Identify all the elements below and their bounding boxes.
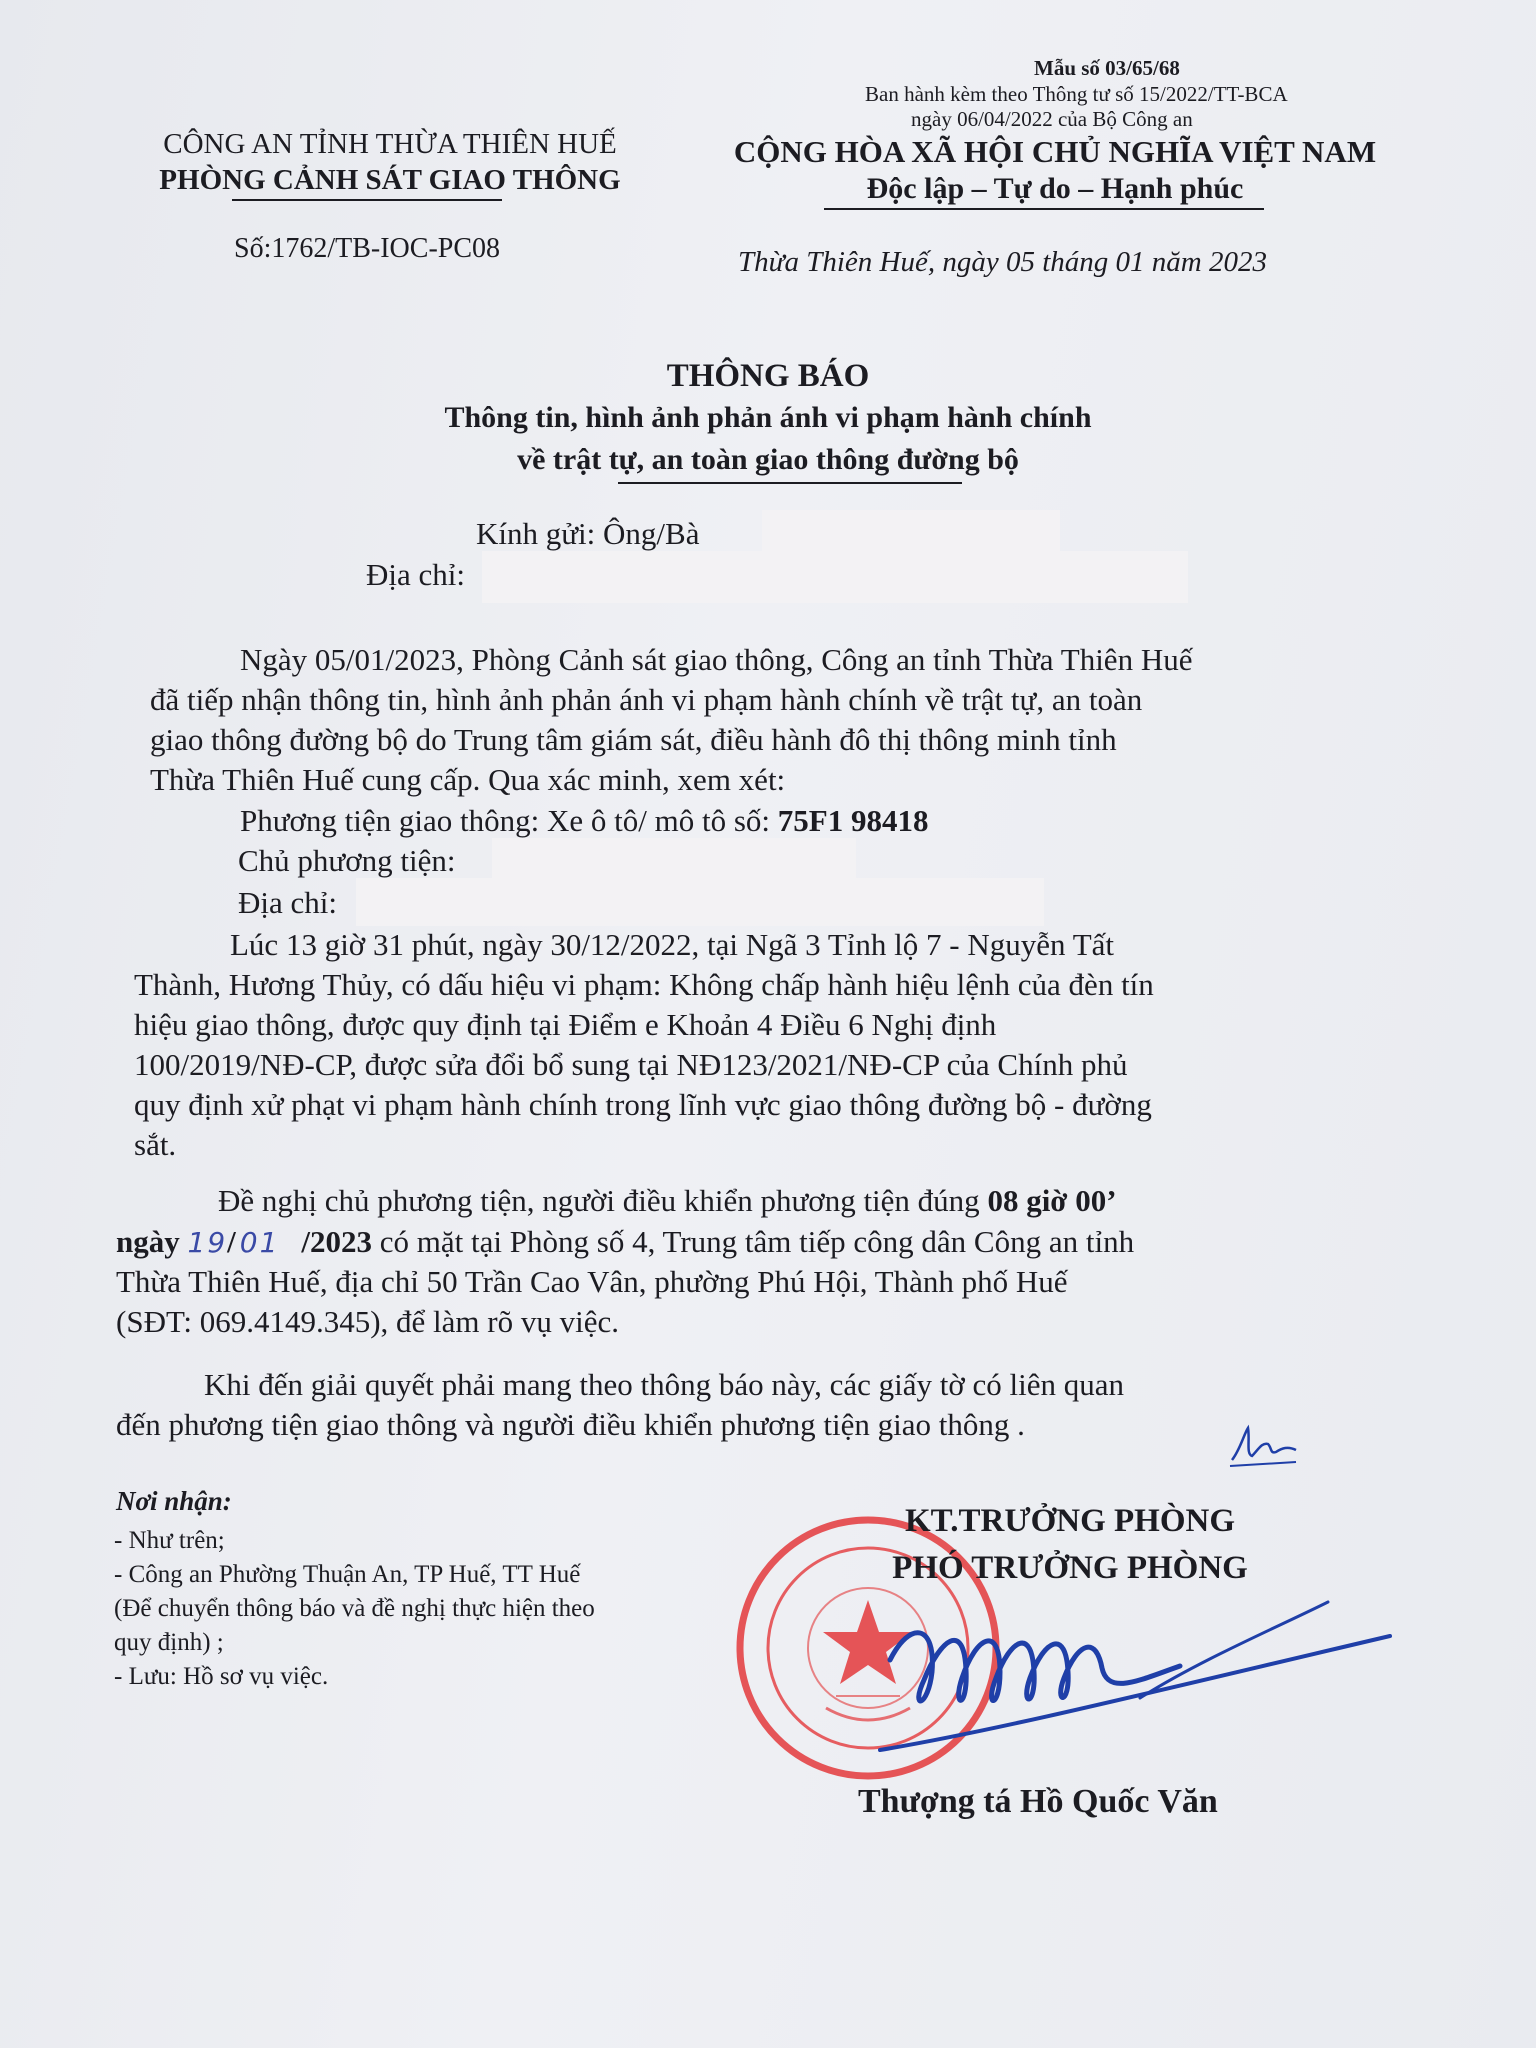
recipient-label: Kính gửi: Ông/Bà: [476, 516, 700, 551]
notice-subtitle-2: về trật tự, an toàn giao thông đường bộ: [517, 443, 1019, 476]
paragraph-2-line: quy định xử phạt vi phạm hành chính trong lĩnh vực giao thông đường bộ - đường: [134, 1087, 1152, 1122]
redacted-recipient-address: [482, 551, 1188, 603]
paragraph-3-line: Thừa Thiên Huế, địa chỉ 50 Trần Cao Vân, phường Phú Hội, Thành phố Huế: [116, 1264, 1068, 1299]
recipient-item: - Công an Phường Thuận An, TP Huế, TT Huế: [114, 1561, 581, 1588]
handwritten-signature: [840, 1580, 1400, 1760]
recipients-list: [114, 1524, 595, 1694]
recipient-item: quy định) ;: [114, 1629, 224, 1656]
paragraph-1: [150, 640, 1380, 800]
document-number: Số:1762/TB-IOC-PC08: [234, 233, 501, 264]
paragraph-1-line: đã tiếp nhận thông tin, hình ảnh phản ánh vi phạm hành chính về trật tự, an toàn: [150, 682, 1143, 717]
owner-label: Chủ phương tiện:: [238, 843, 456, 878]
initials-mark: [1226, 1420, 1306, 1470]
form-issued-by: ngày 06/04/2022 của Bộ Công an: [911, 107, 1193, 131]
national-motto: Độc lập – Tự do – Hạnh phúc: [866, 172, 1244, 205]
paragraph-4-line: đến phương tiện giao thông và người điều khiển phương tiện giao thông .: [116, 1407, 1025, 1442]
recipient-item: (Để chuyển thông báo và đề nghị thực hiện theo: [114, 1595, 595, 1622]
redacted-owner-address: [356, 878, 1044, 926]
paragraph-2-line: Thành, Hương Thủy, có dấu hiệu vi phạm: Không chấp hành hiệu lệnh của đèn tín: [134, 967, 1154, 1002]
paragraph-1-line: giao thông đường bộ do Trung tâm giám sát, điều hành đô thị thông minh tỉnh: [150, 722, 1117, 757]
place-date: Thừa Thiên Huế, ngày 05 tháng 01 năm 2023: [738, 246, 1267, 278]
recipient-item: - Lưu: Hồ sơ vụ việc.: [114, 1663, 329, 1690]
paragraph-3-continued: [116, 1262, 1396, 1342]
paragraph-1-line: Thừa Thiên Huế cung cấp. Qua xác minh, xem xét:: [150, 762, 786, 797]
form-issued-with: Ban hành kèm theo Thông tư số 15/2022/TT-BCA: [865, 82, 1288, 106]
department-underline: [232, 199, 502, 201]
owner-address-label: Địa chỉ:: [238, 885, 337, 920]
paragraph-2-line: sắt.: [134, 1127, 177, 1162]
department-name: PHÒNG CẢNH SÁT GIAO THÔNG: [159, 164, 621, 196]
paragraph-2: [134, 925, 1394, 1165]
recipient-item: - Như trên;: [114, 1527, 225, 1554]
paragraph-3-rest: có mặt tại Phòng số 4, Trung tâm tiếp công dân Công an tỉnh: [379, 1224, 1135, 1259]
redacted-recipient-name: [762, 510, 1060, 554]
handwritten-day: 19: [187, 1226, 228, 1259]
paragraph-2-line: 100/2019/NĐ-CP, được sửa đổi bổ sung tại NĐ123/2021/NĐ-CP của Chính phủ: [134, 1047, 1128, 1082]
paragraph-3-lead: Đề nghị chủ phương tiện, người điều khiển phương tiện đúng: [218, 1183, 980, 1218]
appointment-time: 08 giờ 00’: [987, 1183, 1117, 1218]
motto-underline: [824, 208, 1264, 210]
appointment-year: /2023: [301, 1224, 373, 1259]
paragraph-3-line-2: ngày 19/ 01 /2023 có mặt tại Phòng số 4, Trung tâm tiếp công dân Công an tỉnh: [116, 1224, 1135, 1259]
paragraph-3-line-1: [218, 1183, 1117, 1219]
paragraph-3-line: (SĐT: 069.4149.345), để làm rõ vụ việc.: [116, 1304, 619, 1339]
vehicle-label: Phương tiện giao thông: Xe ô tô/ mô tô số:: [240, 803, 771, 838]
appointment-day-label: ngày: [116, 1224, 180, 1259]
paragraph-2-line: hiệu giao thông, được quy định tại Điểm e Khoản 4 Điều 6 Nghị định: [134, 1007, 997, 1042]
notice-title: THÔNG BÁO: [666, 358, 870, 394]
handwritten-month: 01: [239, 1226, 280, 1259]
signature-title-1: KT.TRƯỞNG PHÒNG: [905, 1503, 1235, 1539]
recipient-address-label: Địa chỉ:: [366, 557, 465, 592]
paragraph-2-line: Lúc 13 giờ 31 phút, ngày 30/12/2022, tại Ngã 3 Tỉnh lộ 7 - Nguyễn Tất: [230, 927, 1114, 962]
notice-subtitle-1: Thông tin, hình ảnh phản ánh vi phạm hành chính: [444, 401, 1092, 434]
signer-name: Thượng tá Hồ Quốc Văn: [858, 1783, 1218, 1820]
paragraph-1-line: Ngày 05/01/2023, Phòng Cảnh sát giao thông, Công an tỉnh Thừa Thiên Huế: [240, 642, 1193, 677]
paragraph-4: [116, 1365, 1406, 1445]
subtitle-underline: [618, 482, 962, 484]
license-plate: 75F1 98418: [777, 803, 929, 838]
signature-title-2: PHÓ TRƯỞNG PHÒNG: [892, 1550, 1248, 1586]
vehicle-line: [240, 803, 928, 839]
nation-name: CỘNG HÒA XÃ HỘI CHỦ NGHĨA VIỆT NAM: [733, 134, 1377, 169]
form-code: Mẫu số 03/65/68: [1034, 56, 1180, 80]
recipients-title: Nơi nhận:: [116, 1486, 232, 1516]
agency-name: CÔNG AN TỈNH THỪA THIÊN HUẾ: [163, 128, 617, 160]
paragraph-4-line: Khi đến giải quyết phải mang theo thông báo này, các giấy tờ có liên quan: [204, 1367, 1125, 1402]
